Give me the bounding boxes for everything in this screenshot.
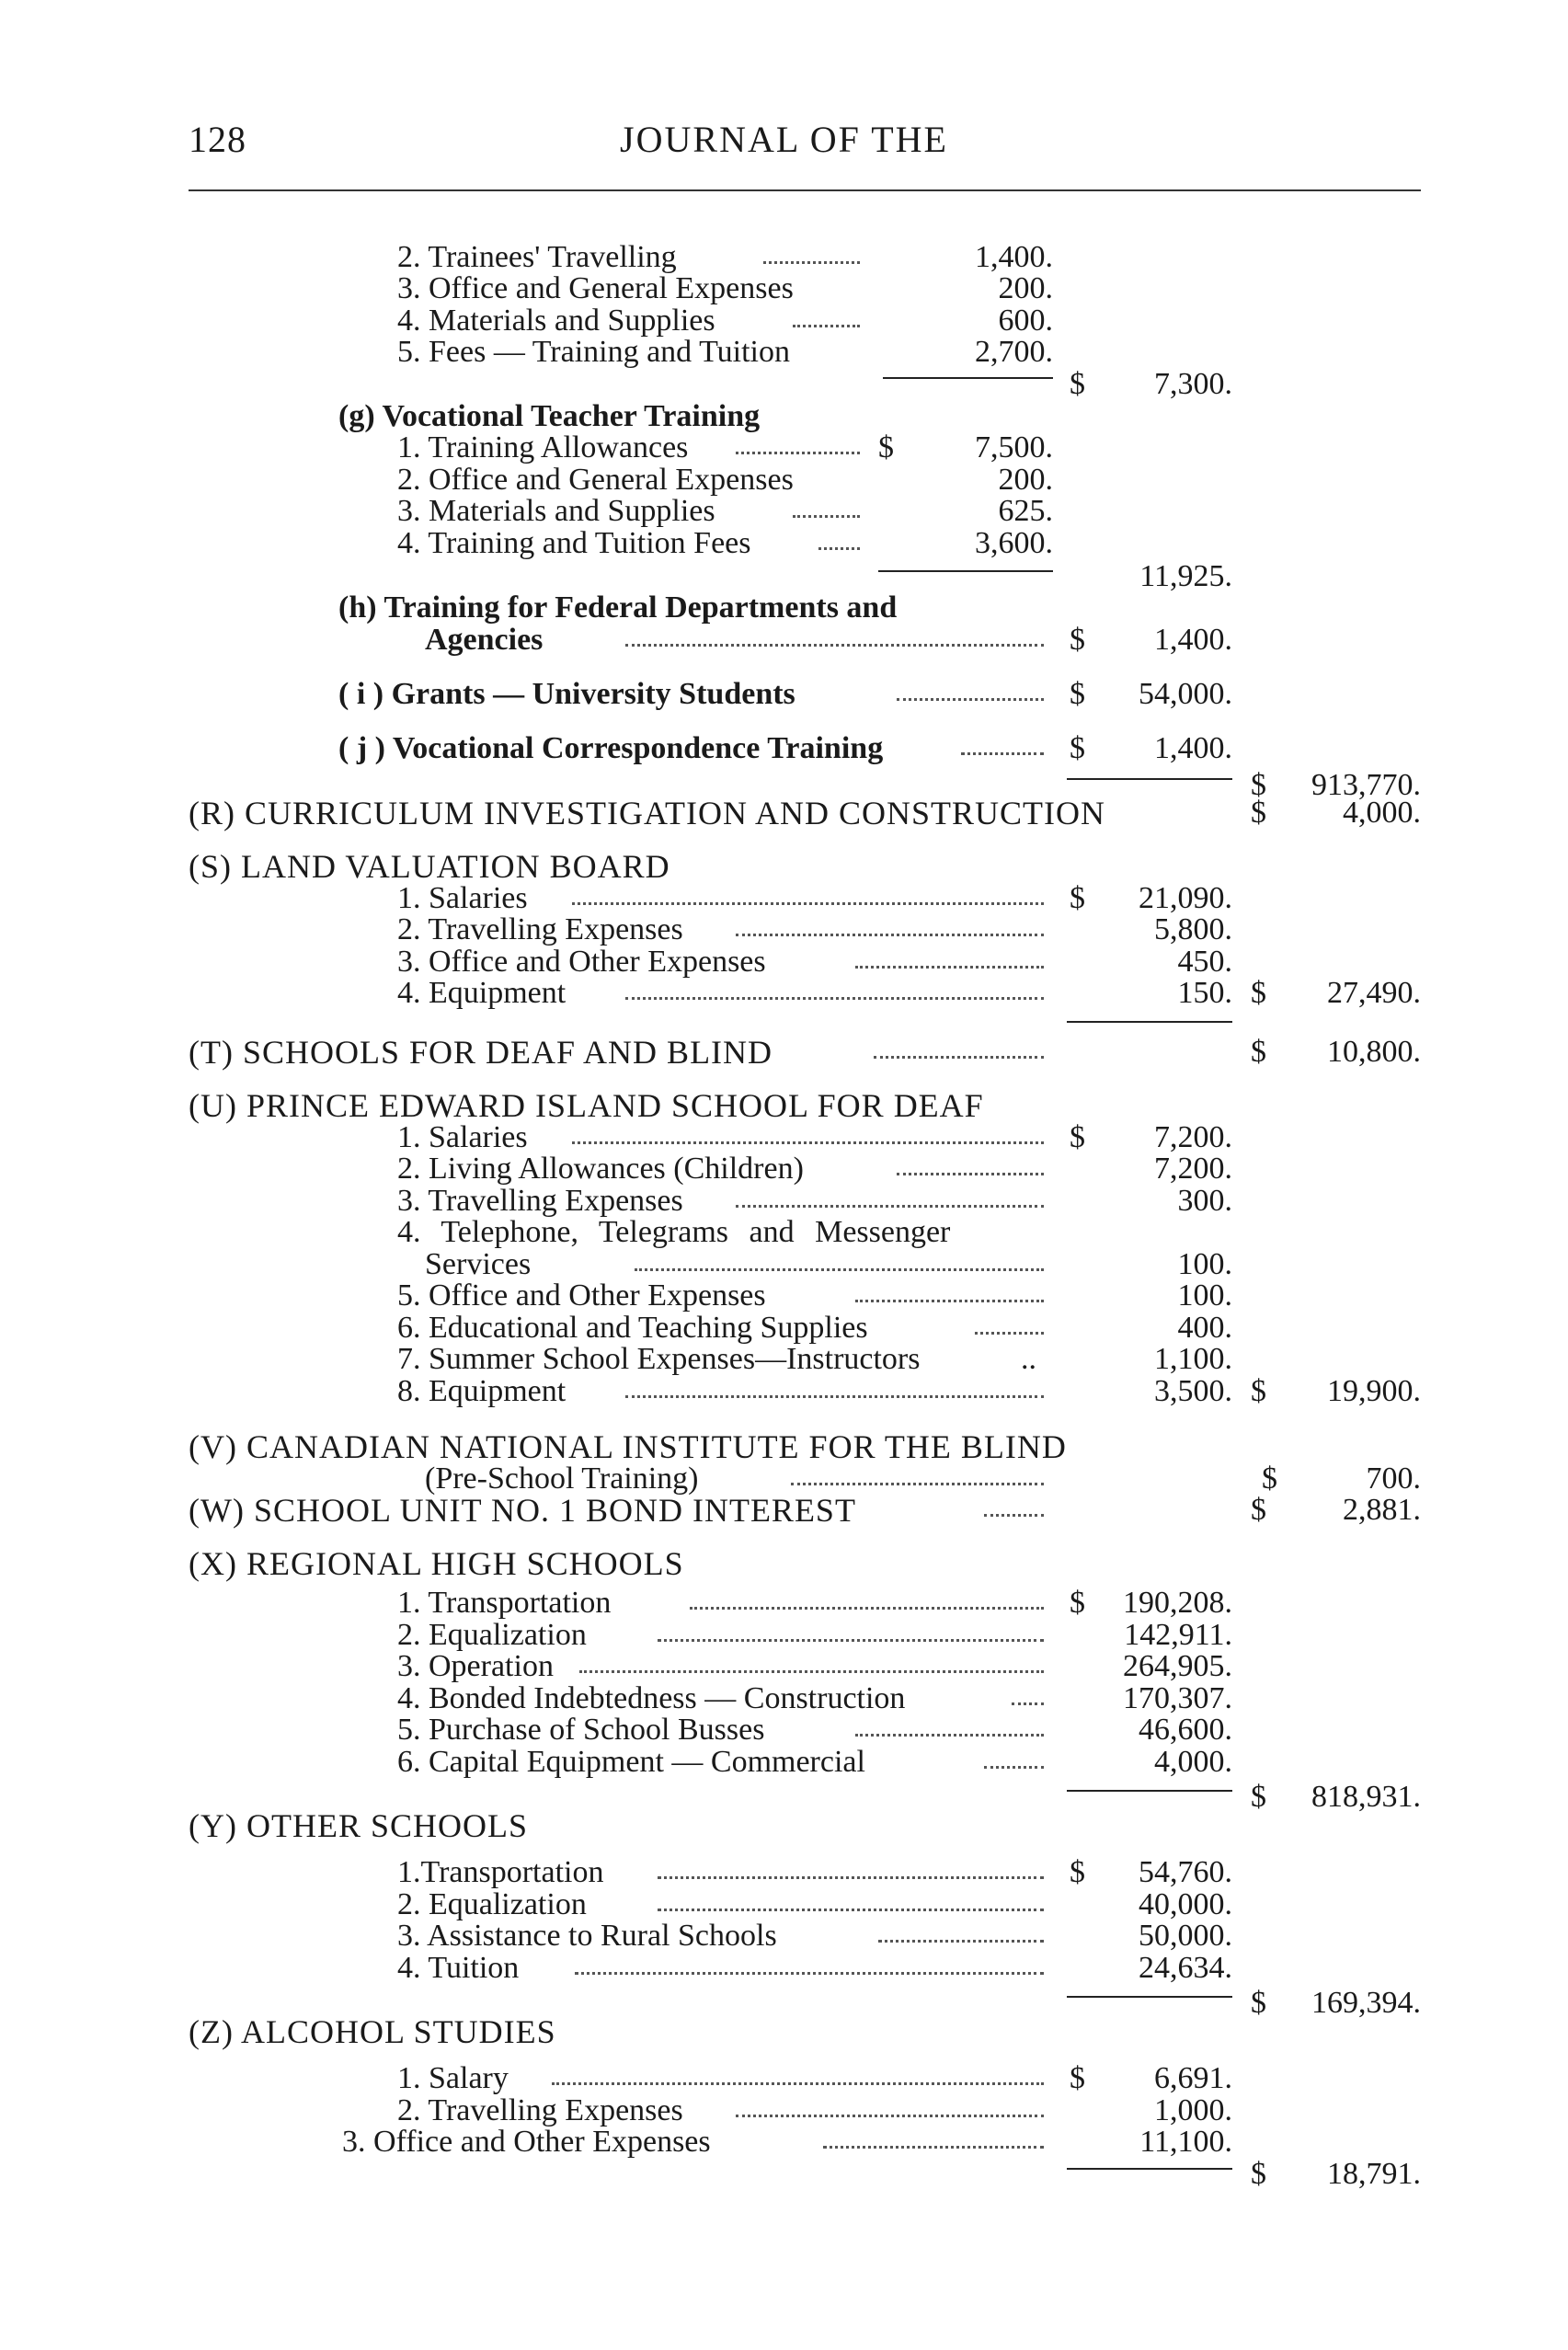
- dollar-sign: $: [1070, 1855, 1085, 1889]
- ellipsis: ..: [1021, 1342, 1036, 1376]
- Y-item-label: 4. Tuition: [397, 1951, 520, 1985]
- f-item-amount: 200.: [998, 271, 1053, 305]
- leader-dots: [1012, 1702, 1044, 1705]
- dollar-sign: $: [1070, 2061, 1085, 2095]
- leader-dots: [793, 515, 860, 518]
- page-header: [0, 118, 1568, 173]
- section-h-title-cont: Agencies: [425, 623, 544, 657]
- U-item-amount: 1,100.: [1154, 1342, 1232, 1376]
- S-item-amount: 21,090.: [1139, 881, 1232, 915]
- U-item-label: 1. Salaries: [397, 1120, 528, 1154]
- dollar-sign: $: [1070, 1586, 1085, 1620]
- subtotal-rule: [1067, 2168, 1232, 2170]
- T-total: 10,800.: [1327, 1035, 1421, 1069]
- section-S-title: (S) LAND VALUATION BOARD: [189, 848, 670, 885]
- X-item-label: 1. Transportation: [397, 1586, 612, 1620]
- leader-dots: [793, 325, 860, 327]
- dollar-sign: $: [1070, 677, 1085, 711]
- leader-dots: [855, 966, 1044, 969]
- leader-dots: [658, 1909, 1044, 1911]
- f-total: 7,300.: [1154, 367, 1232, 401]
- S-total: 27,490.: [1327, 976, 1421, 1010]
- section-R-title: (R) CURRICULUM INVESTIGATION AND CONSTRUCTION: [189, 795, 1105, 831]
- g-item-amount: 3,600.: [975, 526, 1053, 560]
- X-item-label: 3. Operation: [397, 1649, 554, 1683]
- leader-dots: [635, 1268, 1044, 1271]
- dollar-sign: $: [1070, 881, 1085, 915]
- dollar-sign: $: [1251, 1374, 1266, 1408]
- dollar-sign: $: [1262, 1462, 1277, 1496]
- Y-item-amount: 50,000.: [1139, 1919, 1232, 1953]
- g-item-label: 4. Training and Tuition Fees: [397, 526, 751, 560]
- U-item-label: 7. Summer School Expenses—Instructors: [397, 1342, 921, 1376]
- W-total: 2,881.: [1343, 1493, 1421, 1527]
- q-grand-total: 913,770.: [1311, 768, 1421, 802]
- subtotal-rule: [878, 570, 1053, 572]
- S-item-amount: 150.: [1177, 976, 1232, 1010]
- U-item-label: 5. Office and Other Expenses: [397, 1278, 766, 1313]
- leader-dots: [625, 644, 1044, 647]
- X-item-label: 2. Equalization: [397, 1618, 587, 1652]
- leader-dots: [572, 1141, 1044, 1144]
- g-total: 11,925.: [1139, 559, 1232, 593]
- X-item-label: 6. Capital Equipment — Commercial: [397, 1745, 865, 1779]
- section-h-title: (h) Training for Federal Departments and: [338, 590, 898, 625]
- U-item-amount: 100.: [1177, 1247, 1232, 1281]
- section-Y-title: (Y) OTHER SCHOOLS: [189, 1807, 529, 1844]
- g-item-label: 3. Materials and Supplies: [397, 494, 715, 528]
- section-j-title: ( j ) Vocational Correspondence Training: [338, 731, 884, 765]
- X-item-amount: 264,905.: [1123, 1649, 1232, 1683]
- section-V-title: (V) CANADIAN NATIONAL INSTITUTE FOR THE BLIND: [189, 1428, 1067, 1465]
- U-item-amount: 7,200.: [1154, 1152, 1232, 1186]
- leader-dots: [736, 934, 1044, 936]
- leader-dots: [984, 1514, 1044, 1517]
- X-total: 818,931.: [1311, 1780, 1421, 1814]
- leader-dots: [823, 2146, 1044, 2149]
- section-g-title: (g) Vocational Teacher Training: [338, 399, 761, 433]
- dollar-sign: $: [1070, 1120, 1085, 1154]
- f-item-label: 5. Fees — Training and Tuition: [397, 335, 790, 369]
- i-total: 54,000.: [1139, 677, 1232, 711]
- U-item-amount: 7,200.: [1154, 1120, 1232, 1154]
- Y-item-label: 2. Equalization: [397, 1887, 587, 1921]
- S-item-label: 1. Salaries: [397, 881, 528, 915]
- V-total: 700.: [1366, 1462, 1421, 1496]
- leader-dots: [658, 1876, 1044, 1879]
- h-total: 1,400.: [1154, 623, 1232, 657]
- Z-total: 18,791.: [1327, 2157, 1421, 2191]
- leader-dots: [575, 1972, 1044, 1975]
- leader-dots: [791, 1483, 1044, 1485]
- section-W-title: (W) SCHOOL UNIT NO. 1 BOND INTEREST: [189, 1492, 856, 1529]
- dollar-sign: $: [1070, 623, 1085, 657]
- g-item-amount: 625.: [998, 494, 1053, 528]
- Y-item-amount: 40,000.: [1139, 1887, 1232, 1921]
- leader-dots: [855, 1734, 1044, 1737]
- subtotal-rule: [1067, 1021, 1232, 1023]
- Y-item-amount: 24,634.: [1139, 1951, 1232, 1985]
- dollar-sign: $: [1251, 976, 1266, 1010]
- f-item-label: 2. Trainees' Travelling: [397, 240, 677, 274]
- dollar-sign: $: [1251, 1780, 1266, 1814]
- dollar-sign: $: [1070, 731, 1085, 765]
- X-item-amount: 4,000.: [1154, 1745, 1232, 1779]
- S-item-amount: 450.: [1177, 945, 1232, 979]
- leader-dots: [961, 752, 1044, 755]
- leader-dots: [736, 452, 860, 454]
- g-item-amount: 200.: [998, 463, 1053, 497]
- dollar-sign: $: [1251, 2157, 1266, 2191]
- running-title: JOURNAL OF THE: [620, 119, 948, 160]
- leader-dots: [818, 547, 860, 550]
- g-item-amount: 7,500.: [975, 430, 1053, 464]
- S-item-label: 2. Travelling Expenses: [397, 912, 683, 946]
- leader-dots: [625, 1395, 1044, 1398]
- Z-item-label: 2. Travelling Expenses: [397, 2093, 683, 2127]
- dollar-sign: $: [1251, 796, 1266, 830]
- Z-item-label: 1. Salary: [397, 2061, 509, 2095]
- U-item-label: 4. Telephone, Telegrams and Messenger: [397, 1215, 951, 1249]
- U-item-amount: 400.: [1177, 1311, 1232, 1345]
- dollar-sign: $: [1251, 1986, 1266, 2020]
- leader-dots: [625, 997, 1044, 1000]
- Z-item-amount: 11,100.: [1139, 2125, 1232, 2159]
- subtotal-rule: [1067, 1996, 1232, 1998]
- X-item-amount: 170,307.: [1123, 1681, 1232, 1715]
- page-number: 128: [189, 119, 246, 160]
- header-rule: [189, 189, 1421, 191]
- Z-item-amount: 1,000.: [1154, 2093, 1232, 2127]
- subtotal-rule: [1067, 778, 1232, 780]
- X-item-label: 5. Purchase of School Busses: [397, 1713, 765, 1747]
- leader-dots: [878, 1940, 1044, 1943]
- X-item-amount: 142,911.: [1124, 1618, 1232, 1652]
- U-item-label: 3. Travelling Expenses: [397, 1184, 683, 1218]
- S-item-label: 4. Equipment: [397, 976, 567, 1010]
- f-item-label: 4. Materials and Supplies: [397, 304, 715, 338]
- section-Z-title: (Z) ALCOHOL STUDIES: [189, 2013, 556, 2050]
- leader-dots: [897, 1173, 1044, 1175]
- Y-item-label: 1.Transportation: [397, 1855, 604, 1889]
- R-total: 4,000.: [1343, 796, 1421, 830]
- U-item-amount: 300.: [1177, 1184, 1232, 1218]
- dollar-sign: $: [1251, 1493, 1266, 1527]
- g-item-label: 1. Training Allowances: [397, 430, 689, 464]
- leader-dots: [855, 1300, 1044, 1302]
- leader-dots: [572, 902, 1044, 905]
- leader-dots: [579, 1670, 1044, 1673]
- leader-dots: [897, 698, 1044, 701]
- leader-dots: [658, 1639, 1044, 1642]
- leader-dots: [690, 1607, 1044, 1610]
- U-total: 19,900.: [1327, 1374, 1421, 1408]
- Z-item-amount: 6,691.: [1154, 2061, 1232, 2095]
- Y-total: 169,394.: [1311, 1986, 1421, 2020]
- f-item-amount: 2,700.: [975, 335, 1053, 369]
- f-item-amount: 1,400.: [975, 240, 1053, 274]
- section-T-title: (T) SCHOOLS FOR DEAF AND BLIND: [189, 1034, 773, 1071]
- leader-dots: [984, 1766, 1044, 1769]
- U-item-amount: 100.: [1177, 1278, 1232, 1313]
- X-item-label: 4. Bonded Indebtedness — Construction: [397, 1681, 906, 1715]
- U-item-amount: 3,500.: [1154, 1374, 1232, 1408]
- section-i-title: ( i ) Grants — University Students: [338, 677, 795, 711]
- leader-dots: [736, 1205, 1044, 1208]
- dollar-sign: $: [1070, 367, 1085, 401]
- subtotal-rule: [883, 377, 1053, 379]
- U-item-label: 8. Equipment: [397, 1374, 567, 1408]
- dollar-sign: $: [1251, 768, 1266, 802]
- S-item-label: 3. Office and Other Expenses: [397, 945, 766, 979]
- section-X-title: (X) REGIONAL HIGH SCHOOLS: [189, 1545, 684, 1582]
- U-item-label-cont: Services: [425, 1247, 532, 1281]
- Y-item-amount: 54,760.: [1139, 1855, 1232, 1889]
- f-item-amount: 600.: [998, 304, 1053, 338]
- X-item-amount: 190,208.: [1123, 1586, 1232, 1620]
- j-total: 1,400.: [1154, 731, 1232, 765]
- leader-dots: [552, 2082, 1044, 2085]
- leader-dots: [874, 1056, 1044, 1059]
- dollar-sign: $: [1251, 1035, 1266, 1069]
- U-item-label: 6. Educational and Teaching Supplies: [397, 1311, 868, 1345]
- f-item-label: 3. Office and General Expenses: [397, 271, 794, 305]
- dollar-sign: $: [878, 430, 894, 464]
- X-item-amount: 46,600.: [1139, 1713, 1232, 1747]
- leader-dots: [975, 1332, 1044, 1335]
- section-V-title-cont: (Pre-School Training): [425, 1462, 699, 1496]
- U-item-label: 2. Living Allowances (Children): [397, 1152, 804, 1186]
- leader-dots: [763, 261, 860, 264]
- subtotal-rule: [1067, 1790, 1232, 1792]
- leader-dots: [736, 2115, 1044, 2117]
- g-item-label: 2. Office and General Expenses: [397, 463, 794, 497]
- S-item-amount: 5,800.: [1154, 912, 1232, 946]
- section-U-title: (U) PRINCE EDWARD ISLAND SCHOOL FOR DEAF: [189, 1087, 984, 1124]
- Z-item-label: 3. Office and Other Expenses: [342, 2125, 711, 2159]
- Y-item-label: 3. Assistance to Rural Schools: [397, 1919, 777, 1953]
